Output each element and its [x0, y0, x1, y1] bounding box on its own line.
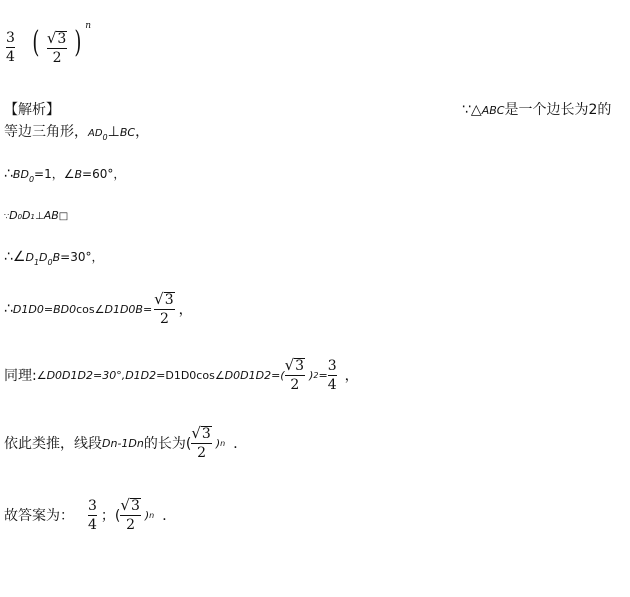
line1-right: [462, 99, 611, 119]
fraction-sqrt3-over-2: √ 3 2: [46, 28, 67, 66]
line6: [4, 292, 193, 326]
fraction-sqrt3-over-2: √ 3 2: [154, 290, 174, 327]
length-is-text: 的长为(: [143, 436, 192, 452]
line8: [4, 426, 247, 460]
exponent: n: [85, 20, 92, 31]
denominator: 2: [290, 377, 300, 393]
sqrt-arg: 3: [164, 292, 174, 308]
d1: D: [25, 251, 34, 264]
ad-sub: 0: [102, 132, 108, 142]
bc: BC: [119, 126, 136, 139]
similarly-label: 同理:: [4, 368, 37, 384]
comma: ，: [344, 368, 359, 384]
close-paren: ): [309, 368, 314, 382]
top-answer-formula: $\frac{3}{4}$ ( √ 3 2 ) $^n$: [6, 20, 92, 66]
perp-symbol: ⊥: [35, 211, 44, 222]
cos: cos: [196, 368, 215, 382]
line1-tail: 是一个边长为2的: [504, 102, 612, 118]
d0-sub: 0: [47, 257, 53, 267]
sqrt-arg: 3: [57, 30, 67, 47]
equals: =: [318, 368, 328, 382]
angle-d0d1d2-eq: ∠D0D1D2=(: [214, 368, 285, 382]
eq-sixty: =60°，: [82, 167, 126, 181]
period: ．: [233, 436, 248, 452]
equilateral-text: 等边三角形，: [4, 124, 88, 140]
denominator: 2: [159, 311, 169, 327]
sqrt-arg: 3: [130, 498, 140, 514]
because-symbol: ∵: [4, 212, 10, 221]
d1-sub: 1: [30, 213, 35, 221]
numerator: 3: [6, 30, 15, 46]
fraction-three-quarters: [88, 499, 97, 532]
line4: [4, 209, 68, 222]
numerator: 3: [88, 497, 97, 514]
therefore-symbol: ∴: [4, 301, 13, 317]
by-analogy-text: 依此类推，线段: [4, 436, 102, 452]
d1: D: [22, 209, 31, 222]
angle-b: B: [74, 168, 83, 181]
ab: AB: [43, 209, 59, 222]
perp-symbol: ⊥: [107, 124, 120, 140]
exponent: n: [220, 438, 226, 448]
d1d2: D1D2=: [125, 368, 166, 382]
comma: ，: [178, 302, 193, 318]
denominator: 4: [6, 49, 15, 65]
denominator: 2: [126, 517, 136, 533]
denominator: 2: [52, 49, 62, 66]
separator: ；(: [100, 508, 121, 524]
exponent: n: [149, 510, 155, 520]
square: 2: [313, 370, 319, 380]
b: B: [52, 251, 61, 264]
thirty-degrees: =30°，: [60, 250, 104, 264]
close-paren: ): [215, 436, 221, 450]
answer-label: 故答案为：: [4, 508, 74, 524]
d0-sub: 0: [17, 213, 23, 221]
therefore-angle: ∴∠: [4, 249, 26, 265]
line2: [4, 121, 149, 142]
segment-dn1-dn: Dn-1Dn: [102, 436, 144, 450]
because-triangle: ∵△: [462, 102, 482, 118]
comma: ，: [135, 124, 150, 140]
d1d0: D1D0: [165, 368, 197, 382]
denominator: 4: [327, 376, 337, 393]
angle-d1d0b: ∠D1D0B=: [94, 302, 153, 316]
period: ．: [162, 508, 177, 524]
bd-sub: 0: [28, 174, 35, 184]
cos: cos: [76, 302, 95, 316]
fraction-sqrt3-over-2: √ 3 2: [284, 356, 305, 393]
denominator: 2: [197, 445, 207, 461]
angle-d0d1d2: ∠D0D1D2=30°,: [36, 368, 126, 382]
fraction-sqrt3-over-2: √ 3 2: [191, 424, 211, 461]
box-glyph: □: [58, 211, 69, 222]
eq-one: =1，∠: [34, 167, 75, 181]
line5: [4, 248, 104, 267]
d1-sub: 1: [33, 257, 40, 267]
line7: [4, 358, 359, 392]
triangle-abc: ABC: [481, 104, 505, 117]
sqrt-arg: 3: [295, 358, 305, 374]
d1d0-eq-bd0: D1D0=BD0: [12, 302, 77, 316]
bd: BD: [12, 168, 29, 181]
denominator: 4: [88, 516, 97, 533]
therefore-symbol: ∴: [4, 166, 13, 182]
d0: D: [39, 251, 48, 264]
d0: D: [9, 209, 18, 222]
fraction-three-quarters: [6, 31, 15, 64]
fraction-three-quarters: [328, 359, 337, 392]
ad: AD: [88, 128, 103, 139]
sqrt-arg: 3: [201, 426, 211, 442]
line3: [4, 165, 125, 184]
fraction-sqrt3-over-2: √ 3 2: [120, 496, 140, 533]
numerator: 3: [327, 357, 337, 374]
line9: [4, 498, 176, 532]
close-paren: ): [144, 508, 150, 522]
section-label: 【解析】: [4, 102, 60, 118]
